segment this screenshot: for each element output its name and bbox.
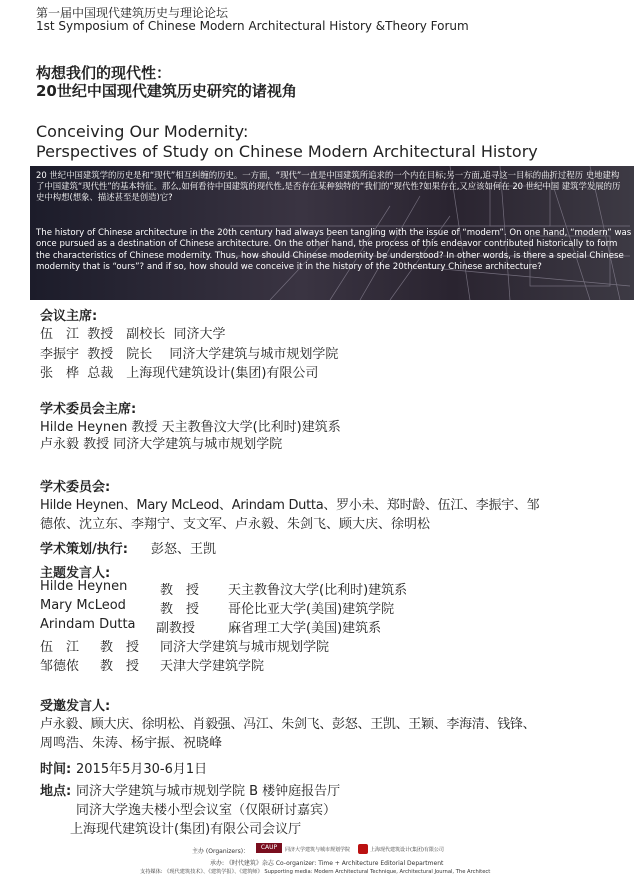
keynote-title: 副教授 — [156, 621, 196, 636]
keynote-org: 天主教鲁汶大学(比利时)建筑系 — [228, 583, 408, 598]
organizer-1: 同济大学建筑与城市规划学院 — [285, 847, 351, 853]
banner-text-cn: 20 世纪中国建筑学的历史是和“现代”相互纠缠的历史。一方面，“现代”一直是中国建筑所追求的一个内在目标;另一方面,追寻这一目标的曲折过程历 史地建构了中国建筑“现代性”的基本特征。那么,如何看待中国建筑的现代性,是否存在某种独特的“我们的”现代性?如果存在,又应该如何在 20 世纪中国 建筑学发展的历史中构想(想象、描述甚至是创造)它? — [36, 170, 621, 202]
keynote-org: 哥伦比亚大学(美国)建筑学院 — [228, 602, 395, 617]
keynote-name: Arindam Dutta — [40, 617, 136, 632]
invited-heading: 受邀发言人: — [40, 699, 111, 714]
time-label: 时间: — [40, 762, 72, 777]
invited-line: 周鸣浩、朱涛、杨宇振、祝晓峰 — [40, 736, 223, 751]
title-cn-line2: 20世纪中国现代建筑历史研究的诸视角 — [36, 82, 297, 100]
planning-names: 彭怒、王凯 — [151, 542, 217, 557]
venue-line: 上海现代建筑设计(集团)有限公司会议厅 — [70, 822, 302, 837]
planning-heading: 学术策划/执行: — [40, 542, 128, 557]
keynote-name: 伍 江 — [40, 640, 80, 655]
keynote-org: 麻省理工大学(美国)建筑系 — [228, 621, 382, 636]
venue-line: 同济大学逸夫楼小型会议室（仅限研讨嘉宾） — [76, 803, 337, 818]
venue-label: 地点: — [40, 784, 72, 799]
title-en-line2: Perspectives of Study on Chinese Modern Architectural History — [36, 142, 538, 161]
academic-chairs-heading: 学术委员会主席: — [40, 402, 137, 417]
chairs-heading: 会议主席: — [40, 309, 98, 324]
title-en-line1: Conceiving Our Modernity: — [36, 122, 249, 141]
keynote-title: 教 授 — [160, 583, 200, 598]
venue-line: 同济大学建筑与城市规划学院 B 楼钟庭报告厅 — [76, 784, 341, 799]
caup-logo: CAUP — [256, 843, 282, 853]
keynote-name: Hilde Heynen — [40, 579, 128, 594]
forum-name-cn: 第一届中国现代建筑历史与理论论坛 — [36, 6, 229, 20]
committee-heading: 学术委员会: — [40, 480, 111, 495]
keynote-title: 教 授 — [160, 602, 200, 617]
chair-line: 张 桦 总裁 上海现代建筑设计(集团)有限公司 — [40, 366, 319, 381]
supporting-media-line: 支持媒体: 《现代建筑技术》、《建筑学报》、《建筑师》 Supporting media: Modern Architectural Technique, Architectural Journal, The Architect — [140, 869, 491, 875]
time-value: 2015年5月30-6月1日 — [76, 762, 208, 777]
keynote-title: 教 授 — [100, 640, 140, 655]
committee-line: 德侬、沈立东、李翔宁、支文军、卢永毅、朱剑飞、顾大庆、徐明松 — [40, 517, 431, 532]
keynote-title: 教 授 — [100, 659, 140, 674]
keynote-org: 同济大学建筑与城市规划学院 — [160, 640, 330, 655]
invited-line: 卢永毅、顾大庆、徐明松、肖毅强、冯江、朱剑飞、彭怒、王凯、王颖、李海清、钱锋、 — [40, 717, 536, 732]
academic-chair-line: 卢永毅 教授 同济大学建筑与城市规划学院 — [40, 437, 283, 452]
banner-image — [30, 166, 634, 300]
committee-line: Hilde Heynen、Mary McLeod、Arindam Dutta、罗小未、郑时龄、伍江、李振宇、邹 — [40, 498, 540, 513]
keynote-name: 邹德侬 — [40, 659, 80, 674]
chair-line: 李振宇 教授 院长 同济大学建筑与城市规划学院 — [40, 347, 339, 362]
chair-line: 伍 江 教授 副校长 同济大学 — [40, 327, 226, 342]
keynote-name: Mary McLeod — [40, 598, 126, 613]
organizers-label: 主办 (Organizers)： — [192, 848, 250, 855]
title-cn-line1: 构想我们的现代性： — [36, 64, 172, 82]
keynote-heading: 主题发言人: — [40, 566, 111, 581]
academic-chair-line: Hilde Heynen 教授 天主教鲁汶大学(比利时)建筑系 — [40, 420, 341, 435]
co-organizer-line: 承办: 《时代建筑》杂志 Co-organizer: Time + Architecture Editorial Department — [210, 860, 444, 867]
banner-text-en: The history of Chinese architecture in the 20th century had always been tangling with the issue of “modern”. On one hand, “modern” was once pursued as a destination of Chinese architecture. On the other hand, the process of this endeavor contributed historically to form the characteristics of Chinese modernity. Thus, how should Chinese modernity be understood? In other words, is there a special Chinese modernity that is “ours”? and if so, how should we conceive it in the history of the 20thcentury Chinese architecture? — [36, 228, 632, 273]
forum-name-en: 1st Symposium of Chinese Modern Architectural History &Theory Forum — [36, 19, 469, 33]
keynote-org: 天津大学建筑学院 — [160, 659, 265, 674]
arcplus-logo-icon — [358, 844, 368, 854]
organizer-2: 上海现代建筑设计(集团)有限公司 — [370, 847, 444, 853]
